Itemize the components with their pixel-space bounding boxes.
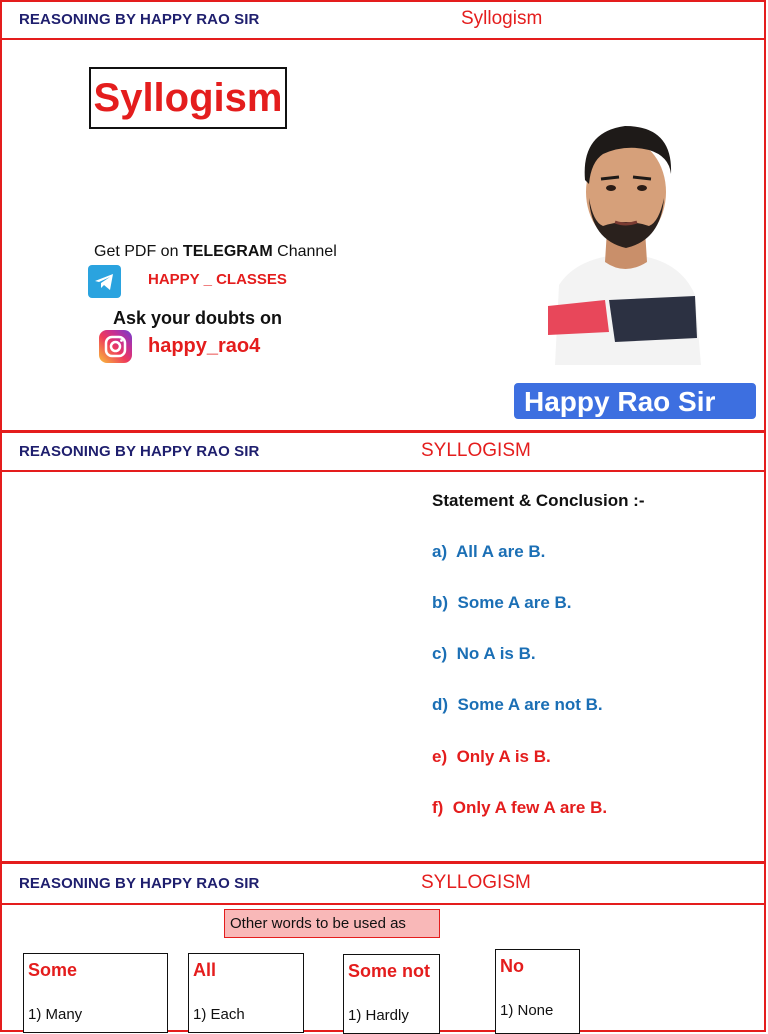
- statement-text: Only A is B.: [456, 747, 551, 766]
- telegram-icon[interactable]: [88, 265, 121, 298]
- word-box-title: Some: [28, 960, 78, 980]
- telegram-handle[interactable]: HAPPY _ CLASSES: [148, 271, 287, 288]
- statement-label: c): [432, 644, 448, 663]
- header-brand: REASONING BY HAPPY RAO SIR: [19, 11, 260, 28]
- instagram-icon[interactable]: [99, 330, 132, 363]
- statement-label: d): [432, 695, 449, 714]
- header-brand: REASONING BY HAPPY RAO SIR: [19, 875, 260, 892]
- word-box-some: [23, 953, 168, 1033]
- statement-a: [432, 542, 545, 562]
- header-divider: [0, 38, 766, 40]
- pdf-line: [94, 243, 337, 261]
- pdf-prefix: Get PDF on: [94, 243, 183, 260]
- instructor-photo: [545, 110, 705, 370]
- statement-d: [432, 695, 603, 715]
- statement-heading: Statement & Conclusion :-: [432, 491, 645, 510]
- statement-label: f): [432, 798, 444, 817]
- word-box-title: All: [193, 960, 217, 980]
- word-box-item: 1) Many: [28, 1006, 83, 1023]
- word-box-some-not: [343, 954, 440, 1034]
- slide-2: [0, 431, 766, 863]
- pdf-suffix: Channel: [272, 243, 337, 260]
- statement-f: [432, 798, 607, 818]
- header-topic: SYLLOGISM: [421, 872, 531, 893]
- statement-b: [432, 593, 572, 613]
- word-box-item: 1) None: [500, 1002, 554, 1019]
- header-brand: REASONING BY HAPPY RAO SIR: [19, 443, 260, 460]
- statement-text: Some A are B.: [457, 593, 572, 612]
- name-badge: [512, 381, 758, 421]
- doubts-text: Ask your doubts on: [113, 308, 283, 328]
- header-topic: SYLLOGISM: [421, 440, 531, 461]
- subtitle-text: Other words to be used as: [230, 915, 406, 932]
- statement-label: e): [432, 747, 448, 766]
- word-box-all: [188, 953, 304, 1033]
- subtitle-box: [224, 909, 440, 938]
- word-box-title: Some not: [348, 961, 431, 981]
- name-badge-text: Happy Rao Sir: [524, 386, 716, 417]
- statement-text: No A is B.: [456, 644, 536, 663]
- word-box-no: [495, 949, 580, 1034]
- word-box-item: 1) Hardly: [348, 1007, 409, 1024]
- header-divider: [0, 470, 766, 472]
- word-box-item: 1) Each: [193, 1006, 245, 1023]
- pdf-bold: TELEGRAM: [182, 243, 273, 260]
- statement-text: Some A are not B.: [457, 695, 603, 714]
- instagram-handle[interactable]: happy_rao4: [148, 335, 261, 357]
- statement-label: b): [432, 593, 449, 612]
- statement-c: [432, 644, 536, 664]
- page-title: Syllogism: [89, 67, 287, 129]
- header-divider: [0, 903, 766, 905]
- statement-e: [432, 747, 551, 767]
- statement-text: Only A few A are B.: [452, 798, 608, 817]
- header-topic: Syllogism: [461, 8, 543, 29]
- statement-label: a): [432, 542, 448, 561]
- statement-text: All A are B.: [455, 542, 546, 561]
- word-box-title: No: [500, 956, 524, 976]
